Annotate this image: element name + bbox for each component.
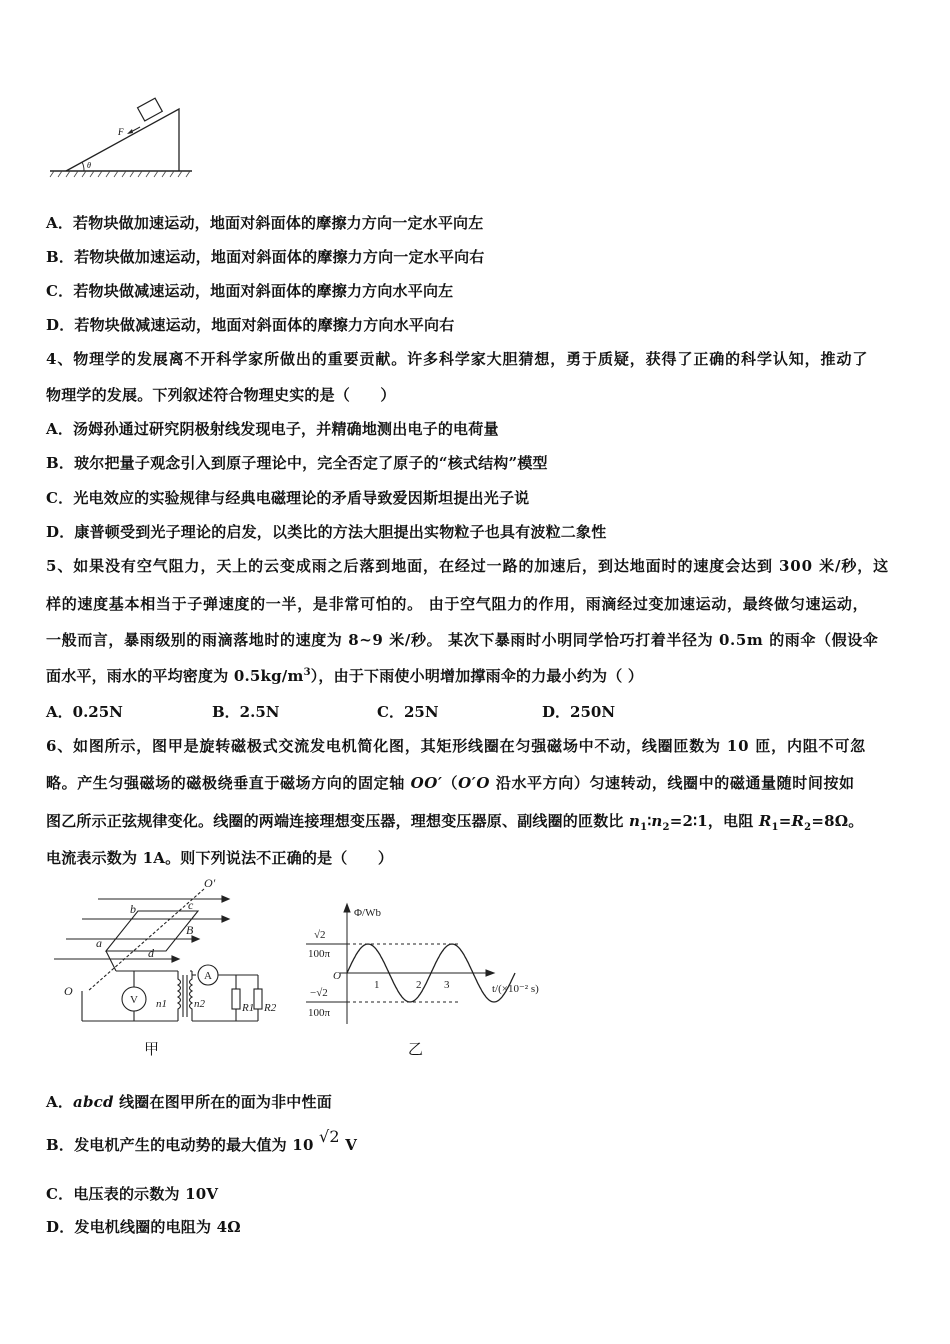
q5-stem-line4-a: 面水平，雨水的平均密度为 0.5kg/m [46,667,304,685]
q6-r1-sub: 1 [771,822,779,833]
neg-amp-den: 100π [308,1007,331,1019]
q6-axis-oo: OO′ [410,774,443,792]
q3-option-a: A．若物块做加速运动，地面对斜面体的摩擦力方向一定水平向左 [46,214,484,232]
q5-option-d: D．250N [542,703,616,721]
q5-option-c: C．25N [377,703,439,721]
tick-2: 2 [416,979,422,991]
q4-option-d: D．康普顿受到光子理论的启发，以类比的方法大胆提出实物粒子也具有波粒二象性 [46,523,607,541]
q5-stem-line1: 5、如果没有空气阻力，天上的云变成雨之后落到地面，在经过一路的加速后，到达地面时的速度会达到 300 米/秒，这 [46,557,890,575]
incline-figure [46,95,196,180]
q6-stem-line2-a: 略。产生匀强磁场的磁极绕垂直于磁场方向的固定轴 [46,774,411,792]
q5-option-b: B．2.5N [212,703,280,721]
q6-option-c: C．电压表的示数为 10V [46,1185,219,1203]
label-o-prime: O′ [204,876,216,890]
q5-stem-line3: 一般而言，暴雨级别的雨滴落地时的速度为 8~9 米/秒。 某次下暴雨时小明同学恰巧打着半径为 0.5m 的雨伞（假设伞 [46,631,879,649]
q5-stem-line4-sup: 3 [303,667,311,678]
q6-option-b-root: √2 [319,1127,340,1146]
q6-r2-sub: 2 [804,822,812,833]
y-axis-label: Φ/Wb [354,907,381,919]
q6-r1: R [758,812,772,830]
q4-option-b: B．玻尔把量子观念引入到原子理论中，完全否定了原子的“核式结构”模型 [46,454,548,472]
q3-option-c: C．若物块做减速运动，地面对斜面体的摩擦力方向水平向左 [46,282,454,300]
q6-axis-oo-rev: O′O [458,774,491,792]
q4-stem-line1: 4、物理学的发展离不开科学家所做出的重要贡献。许多科学家大胆猜想，勇于质疑，获得了正确的科学认知，推动了 [46,350,869,368]
pos-amp-num: √2 [314,929,326,941]
q6-stem-line2 [46,772,855,793]
q3-option-d: D．若物块做减速运动，地面对斜面体的摩擦力方向水平向右 [46,316,455,334]
q6-n2: n [651,812,663,830]
x-axis-label: t/(×10⁻² s) [492,983,539,995]
q6-n2-sub: 2 [662,822,670,833]
q6-stem-line1: 6、如图所示，图甲是旋转磁极式交流发电机简化图，其矩形线圈在匀强磁场中不动，线圈匝数为 10 匝，内阻不可忽 [46,737,866,755]
q6-stem-line4: 电流表示数为 1A。则下列说法不正确的是（ ） [46,849,394,867]
generator-figure [46,875,276,1025]
q6-eq: = [778,812,792,830]
tick-3: 3 [444,979,450,991]
q4-option-c: C．光电效应的实验规律与经典电磁理论的矛盾导致爱因斯坦提出光子说 [46,489,530,507]
angle-label: θ [87,161,91,170]
force-label: F [118,127,124,137]
q6-r2: R [791,812,805,830]
q4-option-a: A．汤姆孙通过研究阴极射线发现电子，并精确地测出电子的电荷量 [46,420,499,438]
ammeter-label: A [204,970,212,982]
r1-label: R1 [242,1002,255,1014]
label-d: d [148,946,154,960]
q6-option-a-italic: abcd [73,1093,114,1111]
fig-jia-caption: 甲 [144,1040,160,1058]
q6-option-d: D．发电机线圈的电阻为 4Ω [46,1218,241,1236]
label-c: c [188,898,194,912]
q5-option-a: A．0.25N [46,703,123,721]
q6-option-b [46,1127,358,1155]
q6-option-a-prefix: A． [46,1093,74,1111]
q6-option-b-unit: V [339,1136,358,1154]
q6-option-a-rest: 线圈在图甲所在的面为非中性面 [113,1093,332,1111]
q6-n1: n [629,812,641,830]
label-o: O [64,984,73,998]
fig-yi-caption: 乙 [408,1040,424,1058]
n1-label: n1 [156,998,167,1010]
flux-chart [292,898,582,1028]
q6-option-a [46,1091,332,1112]
q5-stem-line4-b: ），由于下雨使小明增加撑雨伞的力最小约为（ ） [310,667,644,685]
q5-stem-line2: 样的速度基本相当于子弹速度的一半，是非常可怕的。 由于空气阻力的作用，雨滴经过变加速运动，最终做匀速运动， [46,595,869,613]
q4-stem-line2: 物理学的发展。下列叙述符合物理史实的是（ ） [46,386,396,404]
q6-ratio-sep: ∶ [647,812,652,830]
q5-stem-line4 [46,665,643,686]
n2-label: n2 [194,998,205,1010]
q6-stem-line3 [46,810,864,833]
pos-amp-den: 100π [308,948,331,960]
q6-option-b-text: B．发电机产生的电动势的最大值为 10 [46,1136,319,1154]
q3-option-b: B．若物块做加速运动，地面对斜面体的摩擦力方向一定水平向右 [46,248,485,266]
neg-amp-num: −√2 [310,987,328,999]
q6-stem-line2-e: 沿水平方向）匀速转动，线圈中的磁通量随时间按如 [490,774,855,792]
q6-stem-line3-a: 图乙所示正弦规律变化。线圈的两端连接理想变压器，理想变压器原、副线圈的匝数比 [46,812,630,830]
origin-label: O [333,970,341,982]
label-b: b [130,902,136,916]
q6-stem-line2-c: （ [442,774,459,792]
q6-stem-line3-b: =2∶1，电阻 [669,812,759,830]
label-a: a [96,936,102,950]
tick-1: 1 [374,979,380,991]
q6-n1-sub: 1 [640,822,648,833]
q6-stem-line3-c: =8Ω。 [811,812,864,830]
label-field-b: B [186,923,194,937]
voltmeter-label: V [130,994,138,1006]
r2-label: R2 [264,1002,276,1014]
